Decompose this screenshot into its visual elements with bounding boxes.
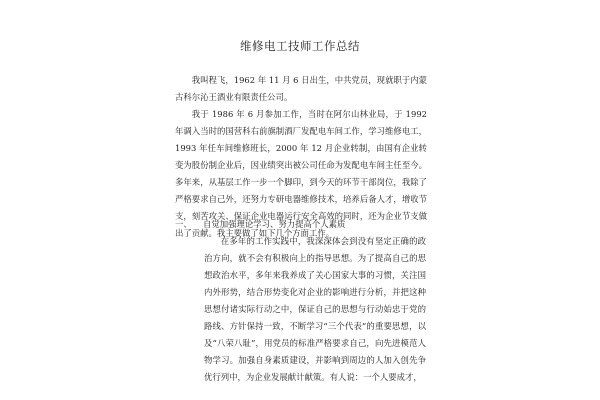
- section-number: 一、: [175, 219, 192, 229]
- section-heading: [175, 216, 435, 233]
- section-heading-text: 自觉加强理论学习、努力提高个人素质: [203, 219, 346, 229]
- paragraph-career: 我于 1986 年 6 月参加工作，当时在阿尔山林业局，于 1992 年调入当时的国营科右前旗制酒厂发配电车间工作，学习维修电工，1993 年任车间维修班长，2000 年 12 月企业转制，由国有企业转变为股份制企业后，因业绩突出被公司任命为发配电车间主任至今。多年来，从基层工作一步一个脚印，到今天的环节干部岗位，我除了严格要求自己外，还努力专研电器维修技术，培养后备人才，增收节支，刻苦攻关、保证企业电器运行安全高效的同时，还为企业节支做出了贡献。我主要做了如下几个方面工作。: [175, 109, 427, 238]
- paragraph-intro: 我叫程飞，1962 年 11 月 6 日出生，中共党员，现就职于内蒙古科尔沁王酒业有限责任公司。: [175, 75, 427, 102]
- paragraph-section-body: 在多年的工作实践中，我深深体会到没有坚定正确的政治方向，就不会有积极向上的指导思想。为了提高自己的思想政治水平，多年来我养成了关心国家大事的习惯，关注国内外形势，结合形势变化对企业的影响进行分析，并把这种思想付诸实际行动之中，保证自己的思想与行动始忠于党的路线、方针保持一致，不断学习“三个代表”的重要思想，以及“八荣八耻”，用党员的标准严格要求自己，向先进模范人物学习。加强自身素质建设，并影响到周边的人加入创先争优行列中，为企业发展献计献策。有人说：一个人要成才，: [204, 236, 426, 382]
- document-title: 维修电工技师工作总结: [240, 39, 360, 53]
